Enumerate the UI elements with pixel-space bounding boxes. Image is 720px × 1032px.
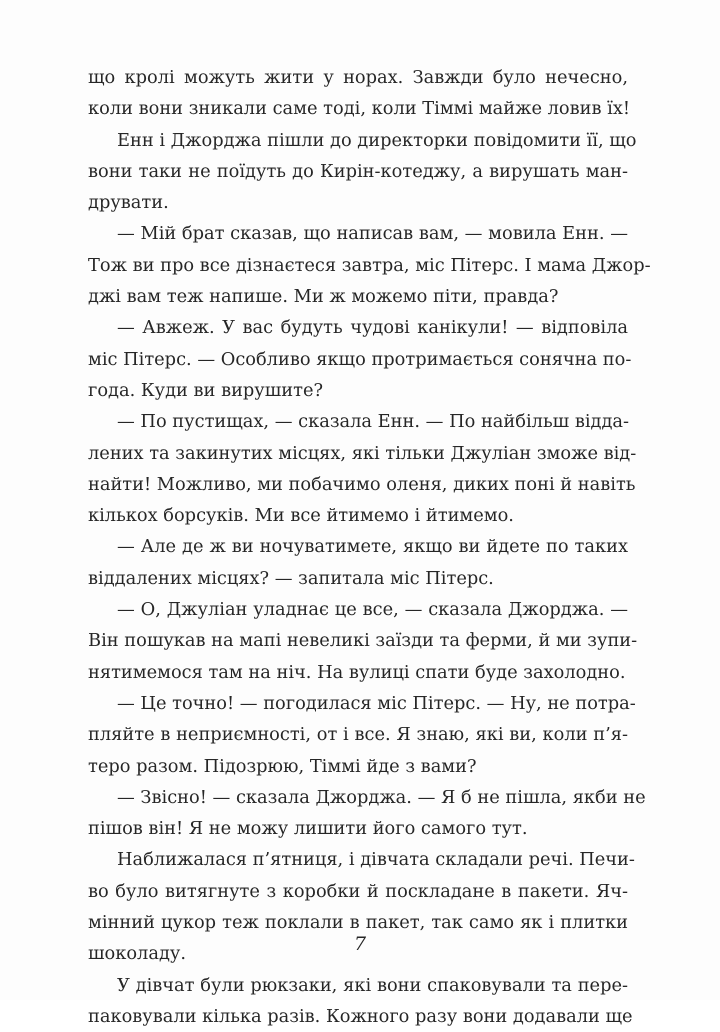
text-line: года. Куди ви вирушите? bbox=[88, 379, 324, 401]
text-line: лених та закинутих місцях, які тільки Джуліан зможе від- bbox=[88, 442, 637, 464]
text-line: друвати. bbox=[88, 192, 169, 214]
text-line: теро разом. Підозрюю, Тіммі йде з вами? bbox=[88, 755, 477, 777]
text-line: вони таки не поїдуть до Кирін-котеджу, а вирушать ман- bbox=[88, 160, 628, 182]
text-line: — Звісно! — сказала Джорджа. — Я б не пішла, якби не bbox=[117, 786, 646, 808]
text-line: — Це точно! — погодилася міс Пітерс. — Ну, не потра- bbox=[117, 692, 636, 714]
text-line: Він пошукав на мапі невеликі заїзди та ферми, й ми зупи- bbox=[88, 630, 638, 652]
text-line: міс Пітерс. — Особливо якщо протримається сонячна по- bbox=[88, 348, 632, 370]
text-line: мінний цукор теж поклали в пакет, так само як і плитки bbox=[88, 912, 628, 934]
text-line: Тож ви про все дізнаєтеся завтра, міс Пітерс. І мама Джор- bbox=[88, 254, 651, 276]
text-line: коли вони зникали саме тоді, коли Тіммі майже ловив їх! bbox=[88, 98, 631, 120]
text-line: — Мій брат сказав, що написав вам, — мовила Енн. — bbox=[117, 223, 628, 245]
text-line: — По пустищах, — сказала Енн. — По найбільш відда- bbox=[117, 411, 630, 433]
page-number: 7 bbox=[353, 933, 367, 955]
body-text bbox=[88, 62, 651, 1032]
text-line: нятимемося там на ніч. На вулиці спати буде захолодно. bbox=[88, 661, 626, 683]
text-line: що кролі можуть жити у норах. Завжди було нечесно, bbox=[88, 67, 628, 88]
text-line: У дівчат були рюкзаки, які вони спаковували та пере- bbox=[117, 974, 628, 996]
text-line: — Але де ж ви ночуватимете, якщо ви йдете по таких bbox=[117, 536, 628, 558]
text-line: кількох борсуків. Ми все йтимемо і йтимемо. bbox=[88, 505, 514, 527]
text-line: віддалених місцях? — запитала міс Пітерс. bbox=[88, 567, 494, 589]
text-line: паковували кілька разів. Кожного разу вони додавали ще bbox=[88, 1005, 633, 1027]
text-line: Енн і Джорджа пішли до директорки повідомити її, що bbox=[117, 129, 637, 151]
text-line: — О, Джуліан уладнає це все, — сказала Джорджа. — bbox=[117, 599, 628, 621]
text-line: шоколаду. bbox=[88, 943, 187, 965]
text-line: пляйте в неприємності, от і все. Я знаю, які ви, коли п’я- bbox=[88, 724, 628, 746]
text-line: во було витягнуте з коробки й поскладане в пакети. Яч- bbox=[88, 880, 628, 902]
text-line: Наближалася п’ятниця, і дівчата складали речі. Печи- bbox=[117, 849, 635, 871]
text-line: — Авжеж. У вас будуть чудові канікули! — відповіла bbox=[117, 317, 628, 339]
text-line: найти! Можливо, ми побачимо оленя, диких поні й навіть bbox=[88, 473, 636, 495]
text-line: пішов він! Я не можу лишити його самого тут. bbox=[88, 818, 528, 840]
text-line: джі вам теж напише. Ми ж можемо піти, правда? bbox=[88, 286, 559, 308]
